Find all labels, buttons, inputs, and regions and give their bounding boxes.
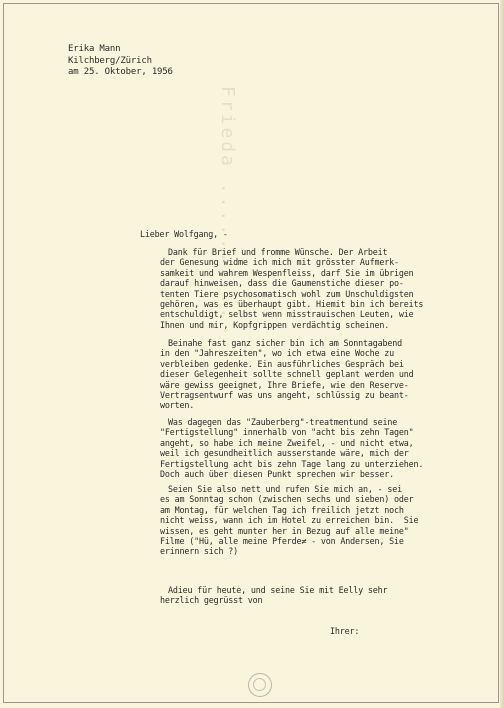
text-line: erinnern sich ?) [160,546,238,557]
text-line: nicht weiss, wann ich im Hotel zu erreichen bin. Sie [160,515,419,526]
text-line: verbleiben gedenke. Ein ausführliches Gespräch bei [160,358,404,369]
paragraph-2 [160,338,413,411]
text-line: der Genesung widme ich mich mit grösster Aufmerk- [160,257,399,268]
faint-pencil-mark: Frieda .......... [217,86,238,322]
text-line: samkeit und wahrem Wespenfleiss, darf Sie im übrigen [160,267,414,278]
text-line: darauf hinweisen, dass die Gaumenstiche dieser po- [160,278,404,289]
sender-name: Erika Mann [68,44,121,54]
text-line: am Montag, für welchen Tag ich freilich jetzt noch [160,504,404,515]
closing: Ihrer: [330,626,360,636]
text-line: Adieu für heute, und seine Sie mit Eelly sehr [168,585,388,595]
text-line: Dank für Brief und fromme Wünsche. Der Arbeit [168,247,388,257]
letter-date: am 25. Oktober, 1956 [68,67,173,77]
text-line: Ihnen und mir, Kopfgrippen verdächtig scheinen. [160,319,390,330]
text-line: Was dagegen das "Zauberberg"-treatmentund seine [168,417,398,427]
paragraph-1 [160,247,423,330]
letter-header [68,44,173,79]
paragraph-3 [160,417,423,479]
paragraph-4 [160,484,418,557]
text-line: dieser Gelegenheit sollte schnell geplant werden und [160,369,414,380]
text-line: Fertigstellung acht bis zehn Tage lang zu unterziehen. [160,458,424,469]
text-line: gehören, was es überhaupt gibt. Hiemit bin ich bereits [160,299,424,310]
text-line: worten. [160,400,195,411]
text-line: angeht, so habe ich meine Zweifel, - und nicht etwa, [160,437,414,448]
text-line: Beinahe fast ganz sicher bin ich am Sonntagabend [168,338,402,348]
text-line: Filme ("Hü, alle meine Pferde≠ - von Andersen, Sie [160,536,404,547]
text-line: in den "Jahreszeiten", wo ich etwa eine Woche zu [160,348,394,359]
salutation: Lieber Wolfgang, - [140,229,228,239]
text-line: Seien Sie also nett und rufen Sie mich an, - sei [168,484,402,494]
paper-edge [500,0,504,708]
text-line: es am Sonntag schon (zwischen sechs und sieben) oder [160,494,414,505]
paragraph-5 [160,585,387,606]
text-line: herzlich gegrüsst von [160,595,263,606]
text-line: entschuldigt, selbst wenn misstrauischen Leuten, wie [160,309,414,320]
text-line: wäre gewiss geeignet, Ihre Briefe, wie den Reserve- [160,379,409,390]
text-line: "Fertigstellung" innerhalb von "acht bis zehn Tagen" [160,427,414,438]
text-line: wissen, es geht munter her in Bezug auf alle meine" [160,525,409,536]
sender-place: Kilchberg/Zürich [68,55,152,66]
text-line: Vertragsentwurf was uns angeht, schlüssig zu beant- [160,390,409,401]
text-line: Doch auch über diesen Punkt sprechen wir besser. [160,469,394,480]
text-line: weil ich gesundheitlich ausserstande wäre, mich der [160,448,409,459]
archive-stamp [248,673,272,697]
text-line: tenten Tiere psychosomatisch wohl zum Unschuldigsten [160,288,414,299]
